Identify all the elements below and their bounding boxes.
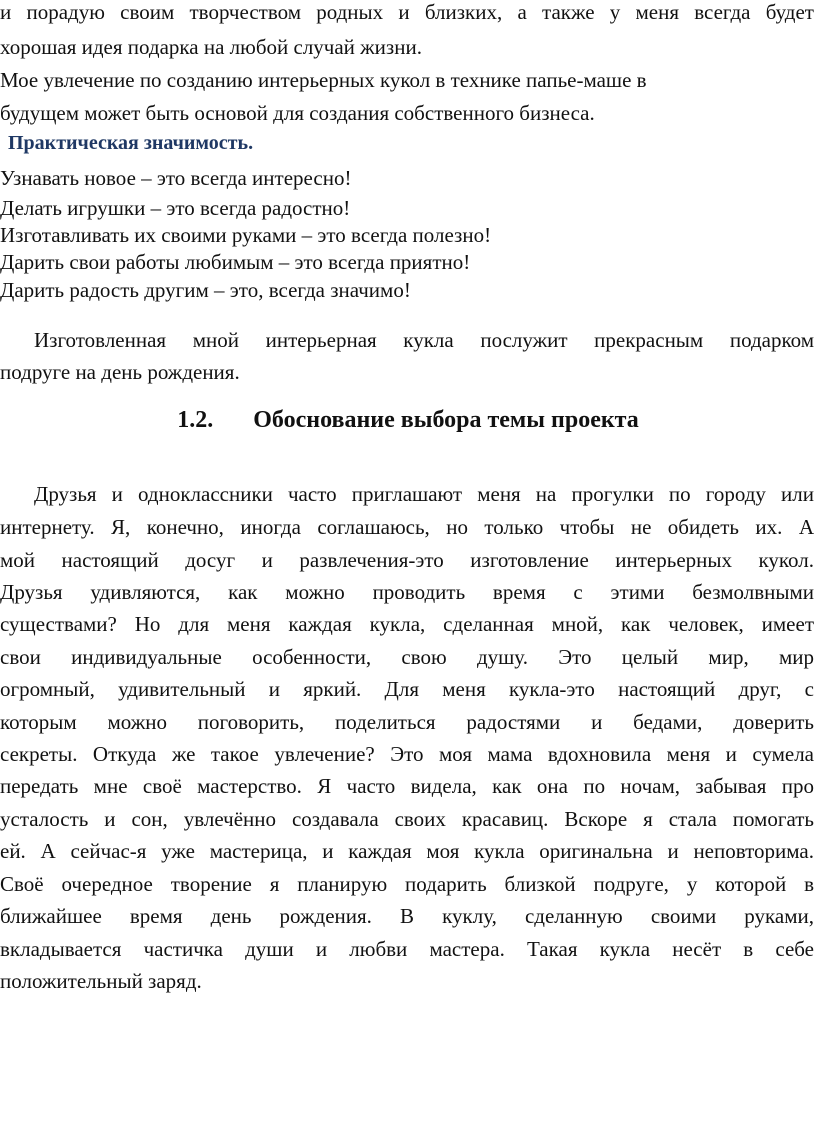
paragraph-line-7: огромный, удивительный и яркий. Для меня кукла-это настоящий друг, с [0,677,814,701]
gift-line-2: подруге на день рождения. [0,360,240,384]
paragraph-line-13: Своё очередное творение я планирую подарить близкой подруге, у которой в [0,872,814,896]
section-number: 1.2. [177,407,214,433]
intro-line-2: хорошая идея подарка на любой случай жизни. [0,35,422,59]
paragraph-line-4: Друзья удивляются, как можно проводить время с этими безмолвными [0,580,814,604]
practical-line-2: Делать игрушки – это всегда радостно! [0,196,351,220]
practical-line-1: Узнавать новое – это всегда интересно! [0,166,352,190]
paragraph-line-6: свои индивидуальные особенности, свою душу. Это целый мир, мир [0,645,814,669]
paragraph-line-5: существами? Но для меня каждая кукла, сделанная мной, как человек, имеет [0,612,814,636]
paragraph-line-3: мой настоящий досуг и развлечения-это изготовление интерьерных кукол. [0,548,814,572]
paragraph-line-10: передать мне своё мастерство. Я часто видела, как она по ночам, забывая про [0,774,814,798]
paragraph-line-12: ей. А сейчас-я уже мастерица, и каждая моя кукла оригинальна и неповторима. [0,839,814,863]
paragraph-line-9: секреты. Откуда же такое увлечение? Это моя мама вдохновила меня и сумела [0,742,814,766]
paragraph-line-1: Друзья и одноклассники часто приглашают меня на прогулки по городу или [34,482,814,506]
paragraph-line-15: вкладывается частичка души и любви мастера. Такая кукла несёт в себе [0,937,814,961]
gift-line-1: Изготовленная мной интерьерная кукла послужит прекрасным подарком [34,328,814,352]
paragraph-line-8: которым можно поговорить, поделиться радостями и бедами, доверить [0,710,814,734]
intro-line-1: и порадую своим творчеством родных и близких, а также у меня всегда будет [0,0,814,24]
paragraph-line-14: ближайшее время день рождения. В куклу, сделанную своими руками, [0,904,814,928]
practical-line-4: Дарить свои работы любимым – это всегда приятно! [0,250,471,274]
paragraph-line-2: интернету. Я, конечно, иногда соглашаюсь, но только чтобы не обидеть их. А [0,515,814,539]
practical-line-3: Изготавливать их своими руками – это всегда полезно! [0,223,492,247]
section-heading [0,407,816,434]
paragraph-line-11: усталость и сон, увлечённо создавала своих красавиц. Вскоре я стала помогать [0,807,814,831]
section-title: Обоснование выбора темы проекта [253,407,639,433]
intro-line-4: будущем может быть основой для создания собственного бизнеса. [0,101,595,125]
practical-heading: Практическая значимость. [8,132,254,154]
paragraph-line-16: положительный заряд. [0,969,202,993]
intro-line-3: Мое увлечение по созданию интерьерных кукол в технике папье-маше в [0,68,647,92]
practical-line-5: Дарить радость другим – это, всегда значимо! [0,278,411,302]
